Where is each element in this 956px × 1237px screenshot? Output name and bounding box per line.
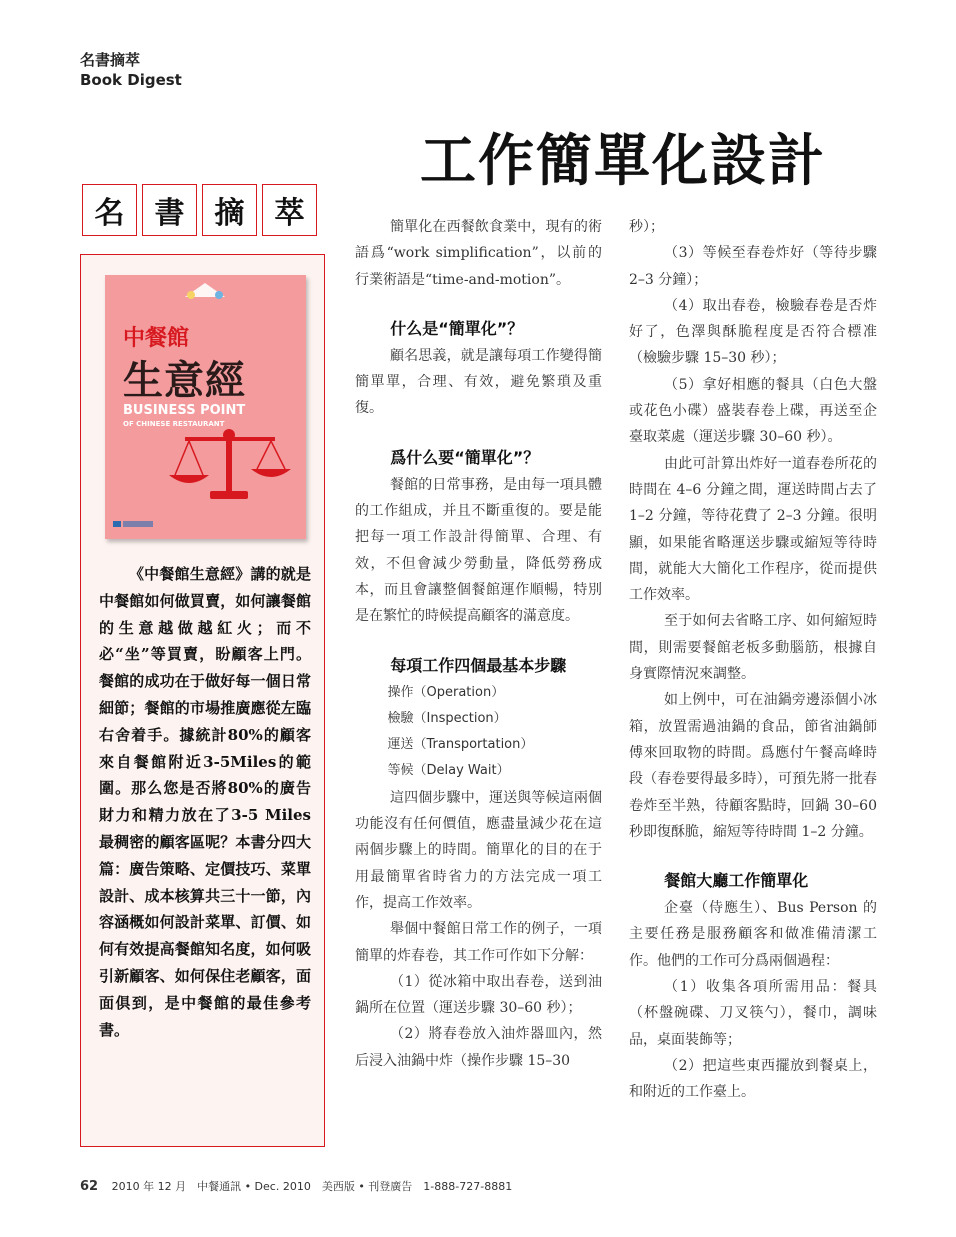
section-header	[80, 50, 182, 90]
page-number: 62	[80, 1179, 99, 1194]
paragraph: 簡單化在西餐飲食業中，現有的術語爲“work simplification”，以前的行業術語是“time-and-motion”。	[355, 219, 602, 288]
paragraph: （3）等候至春卷炸好（等待步驟 2–3 分鐘）；	[629, 245, 877, 288]
paragraph: （1）從冰箱中取出春卷，送到油鍋所在位置（運送步驟 30–60 秒）；	[355, 973, 602, 1017]
article-column-2	[629, 214, 877, 1106]
page-footer	[80, 1178, 512, 1194]
paragraph: （2）將春卷放入油炸器皿內，然后浸入油鍋中炸（操作步驟 15–30	[355, 1026, 602, 1069]
paragraph: 餐館的日常事務，是由每一項具體的工作組成，并且不斷重復的。要是能把每一項工作設計得簡單、合理、有效，不但會減少勞動量，降低勞務成本，而且會讓整個餐館運作順暢，特別是在繁忙的時候提高顧客的滿意度。	[355, 476, 602, 625]
paragraph: （1）收集各項所需用品：餐具（杯盤碗碟、刀叉筷勺），餐巾，調味品，桌面裝飾等；	[629, 979, 877, 1048]
cover-title-large: 生意經	[123, 357, 246, 404]
paragraph: （2）把這些東西擺放到餐桌上，和附近的工作臺上。	[629, 1057, 877, 1101]
book-description	[99, 561, 311, 1043]
section-header-en: Book Digest	[80, 71, 182, 89]
paragraph: 企臺（侍應生）、Bus Person 的主要任務是服務顧客和做准備清潔工作。他們的工作可分爲兩個過程：	[629, 900, 877, 969]
section-header-cn: 名書摘萃	[80, 51, 141, 69]
paragraph: 舉個中餐館日常工作的例子，一項簡單的炸春卷，其工作可作如下分解：	[355, 921, 602, 964]
cover-subtitle-en: BUSINESS POINT	[123, 403, 246, 418]
book-cover-image	[105, 275, 306, 539]
paragraph: （4）取出春卷，檢驗春卷是否炸好了，色澤與酥脆程度是否符合標准（檢驗步驟 15–30 秒）；	[629, 297, 877, 367]
step-item: 運送（Transportation）	[387, 737, 534, 753]
paragraph: 至于如何去省略工序、如何縮短時間，則需要餐館老板多動腦筋，根據自身實際情況來調整。	[629, 613, 877, 683]
paragraph: 秒）；	[629, 219, 664, 235]
label-box: 名	[82, 184, 137, 236]
paragraph: 這四個步驟中，運送與等候這兩個功能沒有任何價值，應盡量減少花在這兩個步驟上的時間。簡單化的目的在于用最簡單省時省力的方法完成一項工作，提高工作效率。	[355, 789, 602, 911]
label-boxes	[82, 184, 322, 236]
article-column-1	[355, 214, 602, 1074]
step-item: 操作（Operation）	[387, 684, 505, 700]
section-heading: 每項工作四個最基本步驟	[390, 655, 567, 675]
cover-subtitle-en-small: OF CHINESE RESTAURANT	[123, 420, 225, 428]
section-heading: 餐館大廳工作簡單化	[664, 871, 809, 891]
step-item: 檢驗（Inspection）	[387, 710, 507, 726]
book-sidebar	[80, 254, 325, 1147]
paragraph: 由此可計算出炸好一道春卷所花的時間在 4–6 分鐘之間，運送時間占去了 1–2 分鐘，等待花費了 2–3 分鐘。很明顯，如果能省略運送步驟或縮短等待時間，就能大大簡化工作程序，從而提供工作效率。	[629, 455, 877, 604]
book-description-text: 《中餐館生意經》講的就是中餐館如何做買賣，如何讓餐館的生意越做越紅火；而不必“坐”等買賣，盼顧客上門。餐館的成功在于做好每一個日常細節；餐館的市場推廣應從左臨右舍着手。據統計80%的顧客來自餐館附近3-5Miles的範圍。那么您是否將80%的廣告財力和精力放在了3-5 Miles最稠密的顧客區呢？本書分四大篇：廣告策略、定價技巧、菜單設計、成本核算共三十一節，內容涵概如何設計菜單、訂價、如何有效提高餐館知名度，如何吸引新顧客、如何保住老顧客，面面俱到，是中餐館的最佳參考書。	[99, 565, 311, 1039]
paragraph: （5）拿好相應的餐具（白色大盤或花色小碟）盛裝春卷上碟，再送至企臺取菜處（運送步驟 30–60 秒）。	[629, 376, 877, 446]
paragraph: 如上例中，可在油鍋旁邊添個小冰箱，放置需過油鍋的食品，節省油鍋師傅來回取物的時間。爲應付午餐高峰時段（春卷要得最多時），可預先將一批春卷炸至半熟，待顧客點時，回鍋 30–60 秒即復酥脆，縮短等待時間 1–2 分鐘。	[629, 692, 877, 840]
label-box: 萃	[262, 184, 317, 236]
article-title: 工作簡單化設計	[420, 128, 826, 194]
section-heading: 爲什么要“簡單化”？	[390, 447, 540, 467]
paragraph: 顧名思義，就是讓每項工作變得簡簡單單，合理、有效，避免繁瑣及重復。	[355, 347, 602, 417]
footer-text: 2010 年 12 月 中餐通訊 • Dec. 2010 美西版 • 刊登廣告 1-888-727-8881	[111, 1180, 513, 1193]
label-box: 摘	[202, 184, 257, 236]
section-heading: 什么是“簡單化”？	[390, 318, 524, 338]
label-box: 書	[142, 184, 197, 236]
cover-title-small: 中餐館	[123, 325, 190, 351]
step-item: 等候（Delay Wait）	[387, 763, 510, 779]
